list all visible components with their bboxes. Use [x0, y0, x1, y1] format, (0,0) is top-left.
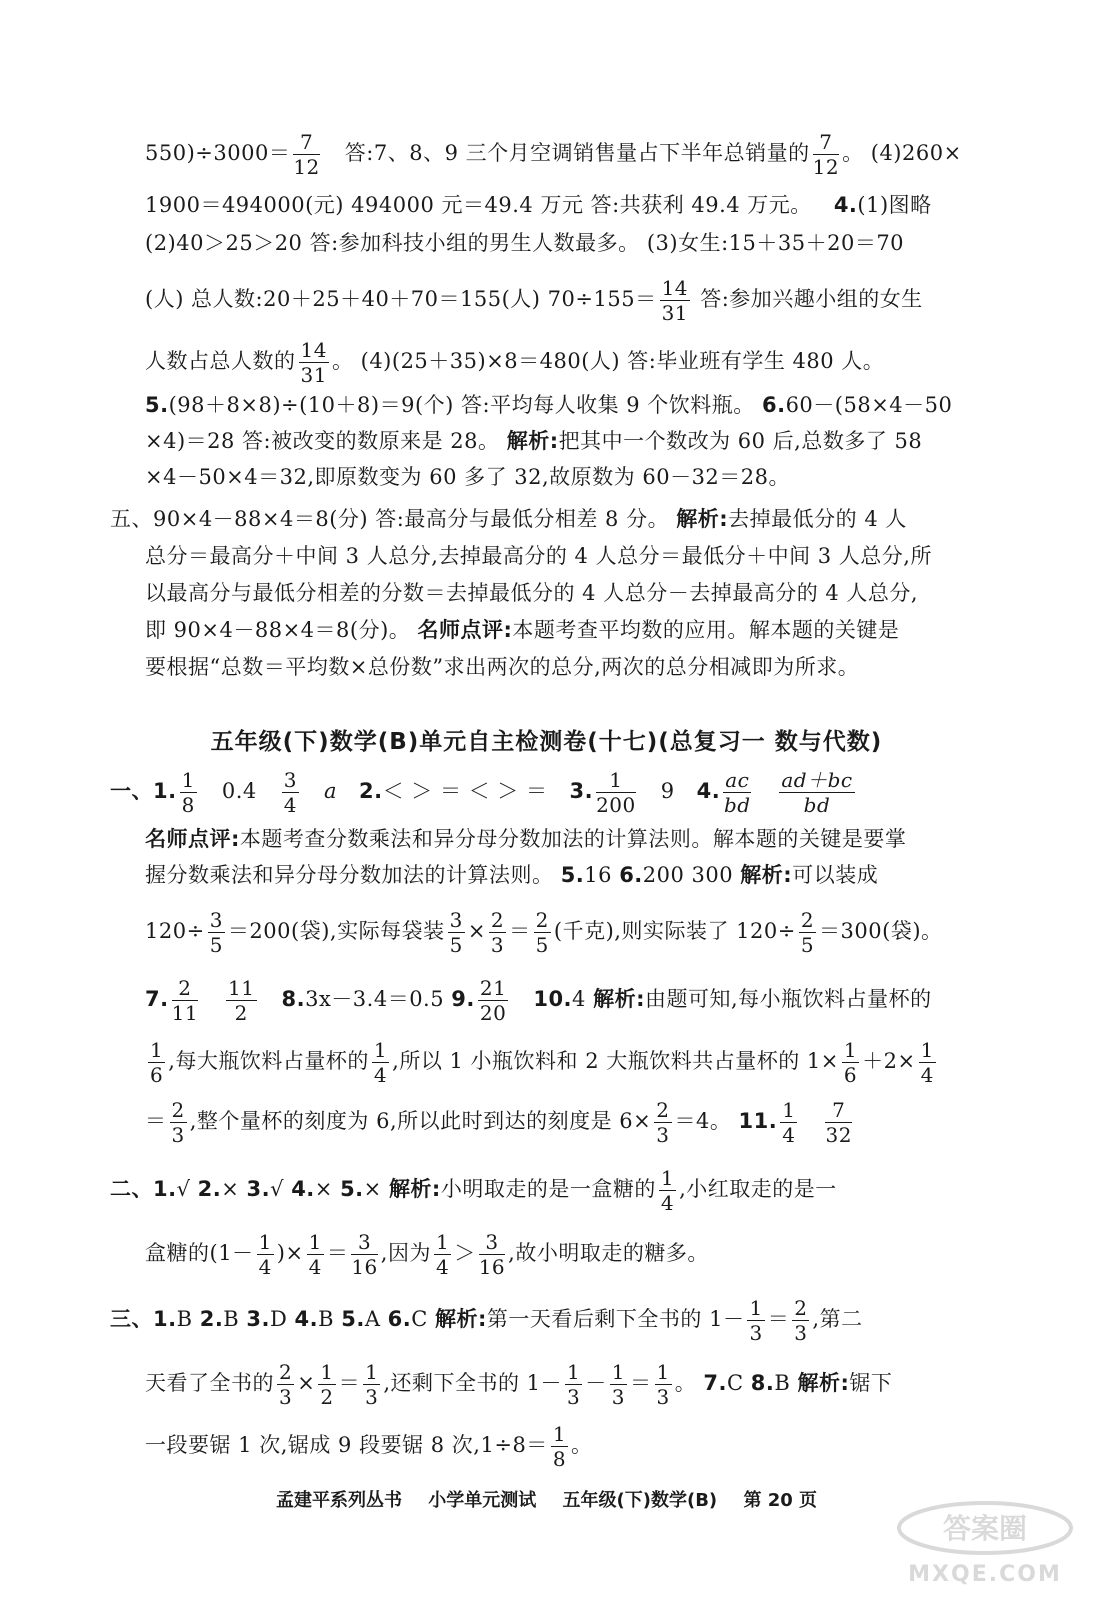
text-line-15: 名师点评:本题考查分数乘法和异分母分数加法的计算法则。解本题的关键是要掌 — [145, 827, 907, 851]
text-line-8: ×4－50×4＝32,即原数变为 60 多了 32,故原数为 60－32＝28。 — [145, 465, 791, 489]
text-line-3: (2)40＞25＞20 答:参加科技小组的男生人数最多。 (3)女生:15＋35＋20＝70 — [145, 231, 905, 255]
footer-series: 孟建平系列丛书 — [275, 1490, 402, 1511]
fraction: $\frac{7}{12}$ — [812, 130, 840, 179]
text-line-6: 5.(98＋8×8)÷(10＋8)＝9(个) 答:平均每人收集 9 个饮料瓶。 6.60－(58×4－50 — [145, 393, 953, 417]
text-line-24: 天看了全书的 $\frac{2}{3}$ × $\frac{1}{2}$ ＝ $\frac{1}{3}$ ,还剩下全书的 1－ $\frac{1}{3}$ － $\frac{1}{3}$ ＝ $\frac{1}{3}$ 。 7.C 8.B 解析:锯下 — [145, 1360, 893, 1409]
footer-page-number: 第 20 页 — [743, 1490, 818, 1511]
text-line-4: (人) 总人数:20＋25＋40＋70＝155(人) 70÷155＝ $\frac{14}{31}$ 答:参加兴趣小组的女生 — [145, 276, 923, 325]
text-line-25: 一段要锯 1 次,锯成 9 段要锯 8 次,1÷8＝ $\frac{1}{8}$ 。 — [145, 1422, 593, 1471]
text-line-21: 二、1.√ 2.× 3.√ 4.× 5.× 解析:小明取走的是一盒糖的 $\frac{1}{4}$ ,小红取走的是一 — [110, 1166, 837, 1215]
text-line-22: 盒糖的(1－ $\frac{1}{4}$ )× $\frac{1}{4}$ ＝ $\frac{3}{16}$ ,因为 $\frac{1}{4}$ ＞ $\frac{3}{16}$ ,故小明取走的糖多。 — [145, 1230, 709, 1279]
footer-grade: 五年级(下)数学(B) — [562, 1490, 718, 1511]
watermark-url: MXQE.COM — [908, 1562, 1062, 1587]
footer-book: 小学单元测试 — [428, 1490, 537, 1511]
watermark-icon — [895, 1500, 1075, 1556]
watermark-text: 答案圈 — [942, 1512, 1028, 1545]
text-line-18: 7. $\frac{2}{11}$ $\frac{11}{2}$ 8.3x－3.4＝0.5 9. $\frac{21}{20}$ 10.4 解析:由题可知,每小瓶饮料占量杯的 — [145, 976, 932, 1025]
text-line-12: 即 90×4－88×4＝8(分)。 名师点评:本题考查平均数的应用。解本题的关键是 — [145, 618, 900, 642]
watermark-logo — [895, 1500, 1075, 1592]
text-line-2: 1900＝494000(元) 494000 元＝49.4 万元 答:共获利 49.4 万元。 4.(1)图略 — [145, 193, 932, 217]
text-line-7: ×4)＝28 答:被改变的数原来是 28。 解析:把其中一个数改为 60 后,总数多了 58 — [145, 429, 923, 453]
text-line-19: $\frac{1}{6}$ ,每大瓶饮料占量杯的 $\frac{1}{4}$ ,所以 1 小瓶饮料和 2 大瓶饮料共占量杯的 1× $\frac{1}{6}$ ＋2× $\frac{1}{4}$ — [150, 1038, 934, 1087]
text-line-5: 人数占总人数的 $\frac{14}{31}$ 。 (4)(25＋35)×8＝480(人) 答:毕业班有学生 480 人。 — [145, 338, 885, 387]
text-line-23: 三、1.B 2.B 3.D 4.B 5.A 6.C 解析:第一天看后剩下全书的 1－ $\frac{1}{3}$ ＝ $\frac{2}{3}$ ,第二 — [110, 1296, 863, 1345]
fraction: $\frac{14}{31}$ — [661, 276, 689, 325]
section-title: 五年级(下)数学(B)单元自主检测卷(十七)(总复习一 数与代数) — [210, 729, 883, 755]
fraction: $\frac{14}{31}$ — [300, 338, 327, 387]
text-line-9: 五、90×4－88×4＝8(分) 答:最高分与最低分相差 8 分。 解析:去掉最低分的 4 人 — [110, 507, 907, 531]
text-line-11: 以最高分与最低分相差的分数＝去掉最低分的 4 人总分－去掉最高分的 4 人总分, — [145, 581, 919, 605]
fraction: $\frac{7}{12}$ — [293, 130, 320, 179]
text-line-17: 120÷ $\frac{3}{5}$ ＝200(袋),实际每袋装 $\frac{3}{5}$ × $\frac{2}{3}$ ＝ $\frac{2}{5}$ (千克),则实际装了 120÷ $\frac{2}{5}$ ＝300(袋)。 — [145, 908, 943, 957]
text-line-16: 握分数乘法和异分母分数加法的计算法则。 5.16 6.200 300 解析:可以装成 — [145, 863, 879, 887]
text-line-20: ＝ $\frac{2}{3}$ ,整个量杯的刻度为 6,所以此时到达的刻度是 6× $\frac{2}{3}$ ＝4。 11. $\frac{1}{4}$ $\frac{7}{32}$ — [145, 1098, 852, 1147]
text-line-14: 一、1. $\frac{1}{8}$ 0.4 $\frac{3}{4}$ a 2.＜ ＞ ＝ ＜ ＞ ＝ 3. $\frac{1}{200}$ 9 4. $\frac{ac}{bd}$ $\frac{ad+bc}{bd}$ — [110, 768, 853, 817]
text-line-13: 要根据“总数＝平均数×总份数”求出两次的总分,两次的总分相减即为所求。 — [145, 655, 860, 679]
text-line-1: 550)÷3000＝ $\frac{7}{12}$ 答:7、8、9 三个月空调销售量占下半年总销量的 $\frac{7}{12}$ 。 (4)260× — [145, 130, 962, 179]
text-line-10: 总分＝最高分＋中间 3 人总分,去掉最高分的 4 人总分＝最低分＋中间 3 人总分,所 — [145, 544, 932, 568]
